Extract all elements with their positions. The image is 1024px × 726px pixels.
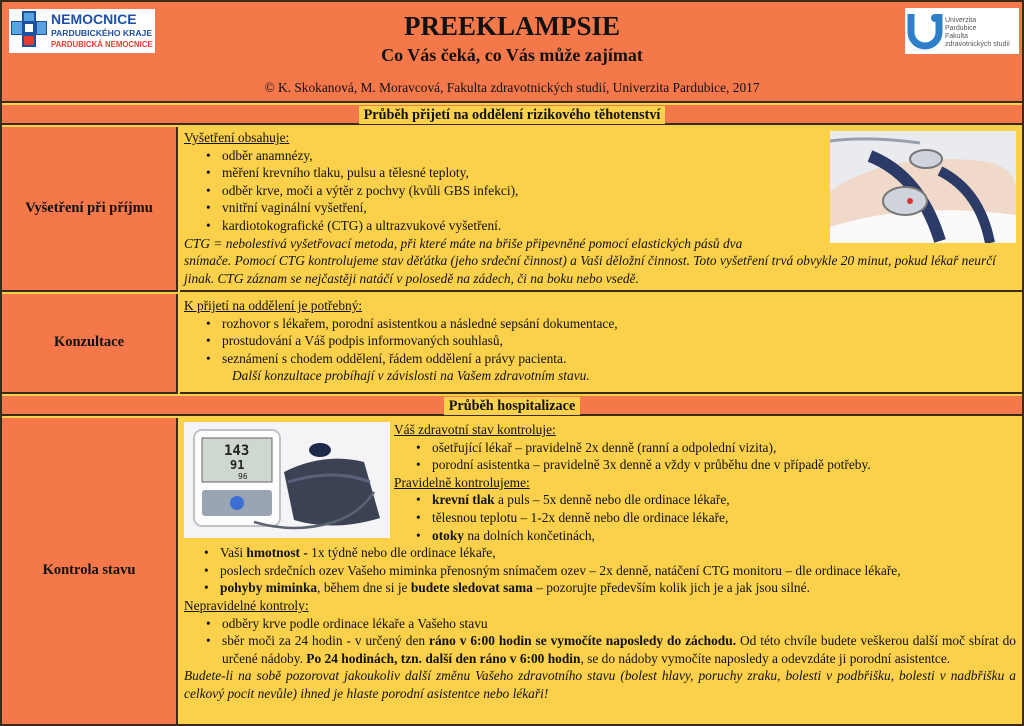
bold-text: ráno v 6:00 hodin se vymočíte naposledy do záchodu. xyxy=(429,633,737,649)
list-item: • poslech srdečních ozev Vašeho miminka přenosným snímačem ozev – 2x denně, natáčení CTG monitoru – dle ordinace lékaře, xyxy=(204,562,1016,580)
university-logo xyxy=(905,8,1019,54)
monitoring-heading-3: Nepravidelné kontroly: xyxy=(184,597,309,613)
poster-title: PREEKLAMPSIE xyxy=(403,11,621,41)
row-label-exam xyxy=(2,127,178,292)
row-label-consult xyxy=(2,294,178,394)
poster-credit: © K. Skokanová, M. Moravcová, Fakulta zdravotnických studií, Univerzita Pardubice, 2017 xyxy=(264,80,760,95)
monitoring-list-2 xyxy=(416,491,1016,544)
list-item xyxy=(204,544,1016,562)
text-span: – pozorujte především kolik jich je a jak jsou silné. xyxy=(532,580,810,596)
logo-line-1: NEMOCNICE xyxy=(51,11,137,27)
row-content-consult xyxy=(180,294,1022,394)
list-item: • odběry krve podle ordinace lékaře a Vašeho stavu xyxy=(206,615,1016,633)
uni-line-1: Univerzita xyxy=(945,17,977,24)
list-item: • odběr krve, moči a výtěr z pochvy (kvůli GBS infekci), xyxy=(206,182,1016,200)
section-bar-hospitalization xyxy=(2,396,1022,416)
row-label-exam-text: Vyšetření při příjmu xyxy=(25,199,153,216)
text-span: Vaši xyxy=(220,545,247,561)
list-item: • vnitřní vaginální vyšetření, xyxy=(206,199,1016,217)
logo-line-2: PARDUBICKÉHO KRAJE xyxy=(51,28,153,38)
bold-text: budete sledovat sama xyxy=(410,580,533,596)
list-item xyxy=(204,579,1016,597)
monitoring-list-4 xyxy=(206,615,1016,668)
consult-heading: K přijetí na oddělení je potřebný: xyxy=(184,298,363,313)
text-span: sběr moči za 24 hodin - v určený den xyxy=(222,633,430,649)
bold-text: Po 24 hodinách, tzn. další den ráno v 6:00 hodin xyxy=(306,650,581,666)
list-item xyxy=(416,527,1016,545)
monitoring-list-1 xyxy=(416,439,1016,474)
header xyxy=(2,2,1022,103)
ctg-belt-image xyxy=(830,131,1016,243)
university-u-icon xyxy=(905,8,1019,54)
monitoring-heading-2: Pravidelně kontrolujeme: xyxy=(394,474,530,490)
list-item: • prostudování a Váš podpis informovaných souhlasů, xyxy=(206,332,1016,350)
uni-line-2: Pardubice xyxy=(945,25,977,32)
exam-heading: Vyšetření obsahuje: xyxy=(184,130,290,145)
ctg-text-line-2: snímače. Pomocí CTG kontrolujeme stav děťátka (jeho srdeční činnost) a Vaši děložní činnost. Toto vyšetření trvá obvykle 20 minut, pokud lékař neurčí jinak. CTG záznam se nejčastěji natáčí v polosedě na zádech, či na boku nebo vsedě. xyxy=(184,253,996,286)
consult-note: Další konzultace probíhají v závislosti na Vašem zdravotním stavu. xyxy=(232,368,590,384)
list-item: • odběr anamnézy, xyxy=(206,147,1016,165)
section-title-admission: Průběh přijetí na oddělení rizikového těhotenství xyxy=(359,106,666,124)
text-span: 1x týdně nebo dle ordinace lékaře, xyxy=(307,545,496,561)
row-content-exam xyxy=(180,127,1022,292)
logo-line-3: PARDUBICKÁ NEMOCNICE xyxy=(51,40,153,49)
list-item: • měření krevního tlaku, pulsu a tělesné teploty, xyxy=(206,164,1016,182)
uni-line-3: Fakulta xyxy=(945,33,968,40)
warning-note: Budete-li na sobě pozorovat jakoukoliv další změnu Vašeho zdravotního stavu (bolest hlavy, poruchy zraku, bolesti v podbřišku, bolesti v nadbřišku a celkový pocit nevůle) ihned je hlaste porodní asistentce nebo lékaři! xyxy=(184,668,1016,701)
blood-pressure-monitor-image xyxy=(184,422,390,538)
section-bar-admission xyxy=(2,105,1022,125)
ctg-text-line-1: CTG = nebolestivá vyšetřovací metoda, při které máte na břiše připevněné pomocí elastických pásů dva xyxy=(184,235,743,251)
list-item: • porodní asistentka – pravidelně 3x denně a vždy v průběhu dne v případě potřeby. xyxy=(416,456,1016,474)
poster-subtitle: Co Vás čeká, co Vás může zajímat xyxy=(381,45,643,65)
bold-text: krevní tlak xyxy=(432,492,495,508)
text-span: na dolních končetinách, xyxy=(464,527,595,543)
bold-text: hmotnost - xyxy=(246,545,308,561)
bp-pulse: 96 xyxy=(238,472,248,481)
row-label-monitoring-text: Kontrola stavu xyxy=(42,562,136,579)
list-item: • ošetřující lékař – pravidelně 2x denně (ranní a odpolední vizita), xyxy=(416,439,1016,457)
row-label-monitoring xyxy=(2,418,178,724)
text-span: , během dne si je xyxy=(317,580,411,596)
text-span: a puls – 5x denně nebo dle ordinace lékaře, xyxy=(494,492,730,508)
row-content-monitoring xyxy=(180,418,1022,724)
bp-diastolic: 91 xyxy=(230,458,245,472)
text-span: , se do nádoby vymočíte naposledy a odevzdáte ji porodní asistentce. xyxy=(580,650,951,666)
section-title-hospitalization: Průběh hospitalizace xyxy=(444,397,581,415)
list-item xyxy=(416,491,1016,509)
list-item xyxy=(206,632,1016,667)
list-item: • seznámení s chodem oddělení, řádem oddělení a právy pacienta. xyxy=(206,350,1016,368)
ctg-photo xyxy=(830,131,1016,243)
consult-list xyxy=(206,315,1016,368)
blood-pressure-photo xyxy=(184,422,390,538)
uni-line-4: zdravotnických studií xyxy=(945,41,1010,48)
monitoring-list-3 xyxy=(204,544,1016,597)
text-span: Od této chvíle budete veškerou další moč sbírat do určené nádoby. xyxy=(222,633,1016,666)
list-item: • tělesnou teplotu – 1-2x denně nebo dle ordinace lékaře, xyxy=(416,509,1016,527)
monitoring-heading-1: Váš zdravotní stav kontroluje: xyxy=(394,422,556,437)
list-item: • rozhovor s lékařem, porodní asistentkou a následné sepsání dokumentace, xyxy=(206,315,1016,333)
row-label-consult-text: Konzultace xyxy=(53,334,125,351)
list-item: • kardiotokografické (CTG) a ultrazvukové vyšetření. xyxy=(206,217,1016,235)
bp-systolic: 143 xyxy=(224,443,250,459)
bold-text: otoky xyxy=(432,527,464,543)
bold-text: pohyby miminka xyxy=(220,580,318,596)
